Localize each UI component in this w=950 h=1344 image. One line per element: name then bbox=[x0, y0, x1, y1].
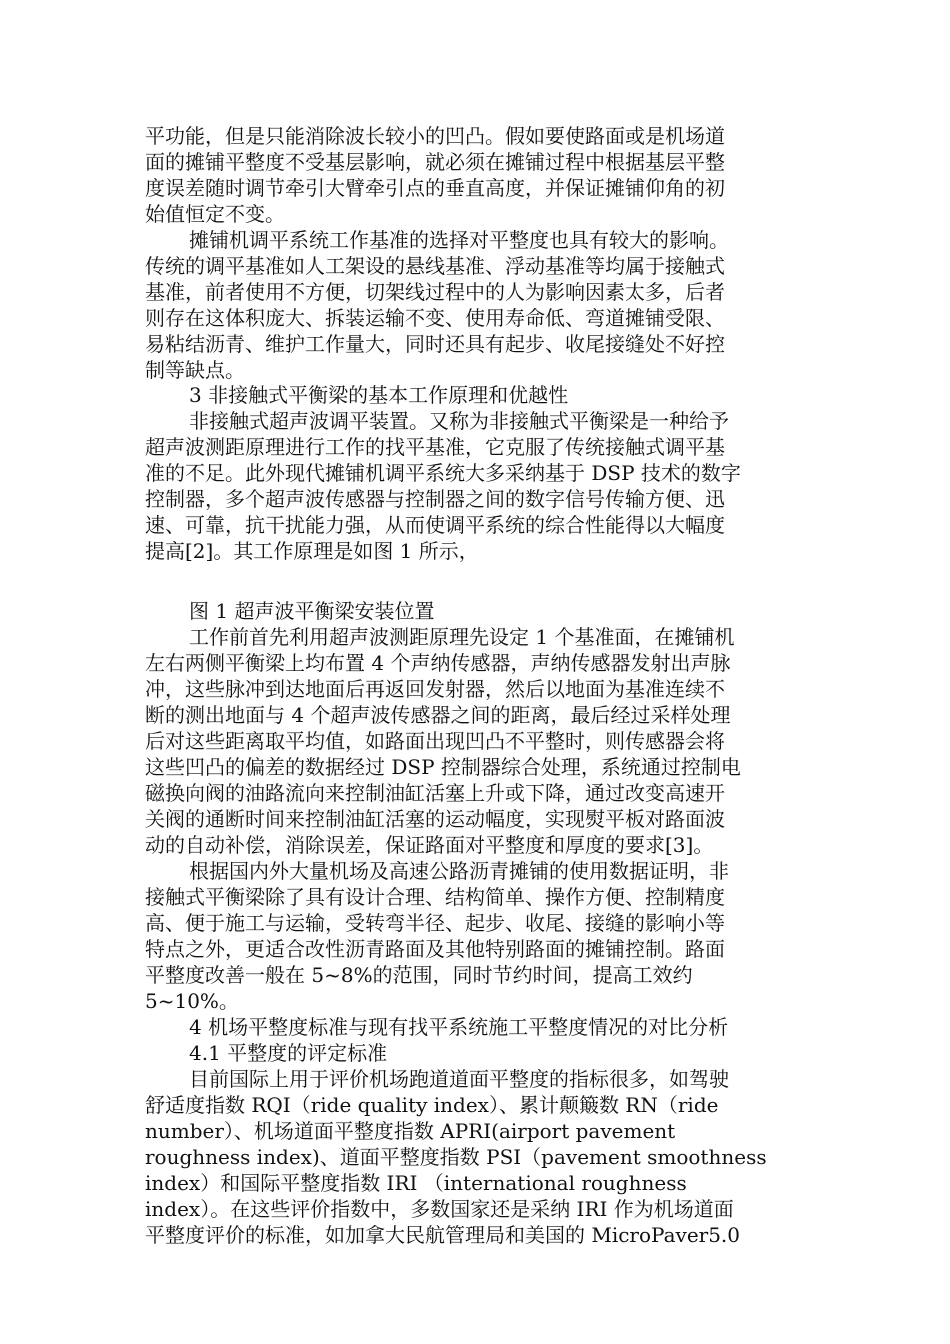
paragraph-line: 特点之外，更适合改性沥青路面及其他特别路面的摊铺控制。路面 bbox=[145, 937, 725, 961]
paragraph-line: 根据国内外大量机场及高速公路沥青摊铺的使用数据证明，非 bbox=[189, 859, 729, 883]
paragraph-line: 这些凹凸的偏差的数据经过 DSP 控制器综合处理，系统通过控制电 bbox=[145, 755, 741, 779]
paragraph-line: 摊铺机调平系统工作基准的选择对平整度也具有较大的影响。 bbox=[189, 228, 729, 252]
paragraph-line: 易粘结沥青、维护工作量大，同时还具有起步、收尾接缝处不好控 bbox=[145, 332, 725, 356]
paragraph-line: 速、可靠，抗干扰能力强，从而使调平系统的综合性能得以大幅度 bbox=[145, 513, 725, 537]
paragraph-line: 接触式平衡梁除了具有设计合理、结构简单、操作方便、控制精度 bbox=[145, 885, 725, 909]
paragraph-line: number）、机场道面平整度指数 APRI(airport pavement bbox=[145, 1119, 676, 1143]
paragraph-line: 工作前首先利用超声波测距原理先设定 1 个基准面，在摊铺机 bbox=[189, 625, 735, 649]
paragraph-line: 度误差随时调节牵引大臂牵引点的垂直高度，并保证摊铺仰角的初 bbox=[145, 176, 725, 200]
paragraph-line: 准的不足。此外现代摊铺机调平系统大多采纳基于 DSP 技术的数字 bbox=[145, 461, 741, 485]
paragraph-line: 磁换向阀的油路流向来控制油缸活塞上升或下降，通过改变高速开 bbox=[145, 781, 725, 805]
paragraph-line: index）和国际平整度指数 IRI （international roughness bbox=[145, 1171, 687, 1195]
paragraph-line: 高、便于施工与运输，受转弯半径、起步、收尾、接缝的影响小等 bbox=[145, 911, 725, 935]
paragraph-line: 平整度评价的标准，如加拿大民航管理局和美国的 MicroPaver5.0 bbox=[145, 1223, 741, 1247]
paragraph-line: 基准，前者使用不方便，切架线过程中的人为影响因素太多，后者 bbox=[145, 280, 725, 304]
section-heading-3: 3 非接触式平衡梁的基本工作原理和优越性 bbox=[189, 383, 569, 407]
paragraph-line: 提高[2]。其工作原理是如图 1 所示， bbox=[145, 539, 479, 563]
paragraph-line: 平整度改善一般在 5~8%的范围，同时节约时间，提高工效约 bbox=[145, 963, 693, 987]
paragraph-line: 传统的调平基准如人工架设的悬线基准、浮动基准等均属于接触式 bbox=[145, 254, 725, 278]
paragraph-line: 关阀的通断时间来控制油缸活塞的运动幅度，实现熨平板对路面波 bbox=[145, 807, 725, 831]
paragraph-line: 非接触式超声波调平装置。又称为非接触式平衡梁是一种给予 bbox=[189, 409, 729, 433]
paragraph-line: 断的测出地面与 4 个超声波传感器之间的距离，最后经过采样处理 bbox=[145, 703, 731, 727]
paragraph-line: 始值恒定不变。 bbox=[145, 202, 285, 226]
paragraph-line: 冲，这些脉冲到达地面后再返回发射器，然后以地面为基准连续不 bbox=[145, 677, 725, 701]
section-heading-4-1: 4.1 平整度的评定标准 bbox=[189, 1041, 388, 1065]
paragraph-line: 控制器，多个超声波传感器与控制器之间的数字信号传输方便、迅 bbox=[145, 487, 725, 511]
section-heading-4: 4 机场平整度标准与现有找平系统施工平整度情况的对比分析 bbox=[189, 1015, 729, 1039]
paragraph-line: 左右两侧平衡梁上均布置 4 个声纳传感器，声纳传感器发射出声脉 bbox=[145, 651, 731, 675]
paragraph-line: roughness index)、道面平整度指数 PSI（pavement smoothness bbox=[145, 1145, 767, 1169]
paragraph-line: 动的自动补偿，消除误差，保证路面对平整度和厚度的要求[3]。 bbox=[145, 833, 714, 857]
paragraph-line: 超声波测距原理进行工作的找平基准，它克服了传统接触式调平基 bbox=[145, 435, 725, 459]
paragraph-line: index）。在这些评价指数中，多数国家还是采纳 IRI 作为机场道面 bbox=[145, 1197, 734, 1221]
paragraph-line: 目前国际上用于评价机场跑道道面平整度的指标很多，如驾驶 bbox=[189, 1067, 729, 1091]
figure-caption: 图 1 超声波平衡梁安装位置 bbox=[189, 599, 435, 623]
paragraph-line: 舒适度指数 RQI（ride quality index）、累计颠簸数 RN（ride bbox=[145, 1093, 719, 1117]
paragraph-line: 后对这些距离取平均值，如路面出现凹凸不平整时，则传感器会将 bbox=[145, 729, 725, 753]
paragraph-line: 平功能，但是只能消除波长较小的凹凸。假如要使路面或是机场道 bbox=[145, 124, 725, 148]
paragraph-line: 5~10%。 bbox=[145, 989, 239, 1013]
paragraph-line: 制等缺点。 bbox=[145, 358, 245, 382]
paragraph-line: 面的摊铺平整度不受基层影响，就必须在摊铺过程中根据基层平整 bbox=[145, 150, 725, 174]
paragraph-line: 则存在这体积庞大、拆装运输不变、使用寿命低、弯道摊铺受限、 bbox=[145, 306, 725, 330]
